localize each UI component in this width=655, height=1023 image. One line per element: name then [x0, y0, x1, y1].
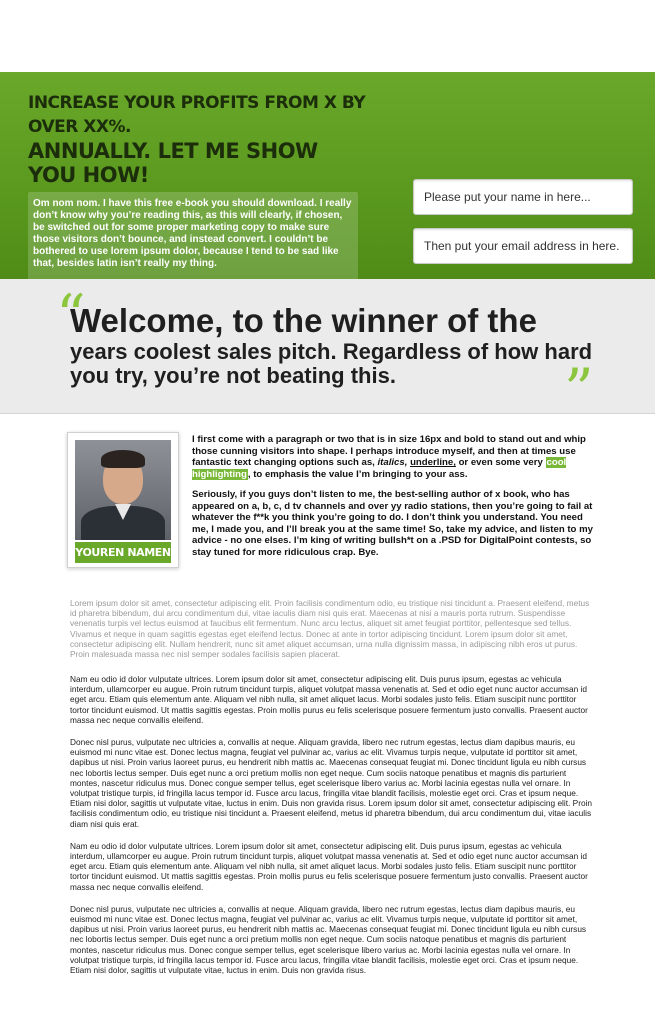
open-quote-icon: “	[56, 282, 86, 350]
name-input[interactable]	[413, 179, 633, 215]
welcome-banner	[0, 279, 655, 424]
underline-example: underline,	[410, 457, 456, 468]
welcome-headline-line-2: years coolest sales pitch. Regardless of how hard you try, you’re not beating this.	[70, 339, 593, 388]
author-name-tag: YOUREN NAMEN	[75, 542, 171, 563]
hero-section	[0, 72, 655, 279]
highlight-example: cool highlighting	[192, 457, 567, 480]
hero-left	[28, 91, 368, 300]
body-paragraph-3: Nam eu odio id dolor vulputate ultrices. Lorem ipsum dolor sit amet, consectetur adipiscing elit. Duis purus ipsum, egestas ac vehicula interdum, ullamcorper eu augue. Proin rutrum tincidunt turpis, aliquet volutpat massa venenatis at. Sed et odio eget nunc auctor accumsan id eget arcu. Etiam quis elementum ante. Aliquam vel nibh nulla, sit amet aliquet lacus. Morbi sodales justo felis. Etiam suscipit nunc porttitor tortor tincidunt euismod. Ut mattis sagittis egestas. Proin mollis purus eu felis scelerisque posuere fermentum justo convallis. Praesent auctor massa nec neque convallis eleifend.	[70, 840, 588, 892]
intro-paragraph-1: I first come with a paragraph or two that is in size 16px and bold to stand out and whip those cunning visitors into shape. I perhaps introduce myself, and then at times use fantastic text changing options such as, italics, underline, or even some very cool highlighting, to emphasis the value I’m bringing to your ass.	[192, 434, 586, 480]
body-paragraph-2: Donec nisl purus, vulputate nec ultricies a, convallis at neque. Aliquam gravida, libero nec rutrum egestas, lectus diam dapibus mauris, eu euismod mi nunc vitae est. Donec lectus magna, feugiat vel pulvinar ac, varius ac elit. Vivamus turpis neque, vulputate id porttitor sit amet, dapibus ut nisi. Proin varius laoreet purus, eu hendrerit nibh mattis ac. Maecenas consequat feugiat mi. Donec tincidunt ligula eu nibh cursus nec lobortis lectus semper. Duis eget nunc a orci pretium mollis non eget neque. Cum sociis natoque penatibus et magnis dis parturient montes, nascetur ridiculus mus. Donec congue semper tellus, eget scelerisque libero varius ac. Morbi lacinia egestas nulla vel ornare. In volutpat tristique turpis, id fringilla lacus tempor id. Fusce arcu lacus, fringilla vitae blandit facilisis, molestie eget orci. Cras et ipsum neque. Etiam nisi dolor, sagittis ut vulputate vitae, luctus in enim. Duis non gravida risus. Lorem ipsum dolor sit amet, consectetur adipiscing elit. Proin facilisis condimentum odio, eu tristique nisi tincidunt a. Praesent eleifend, metus id pharetra bibendum, dui arcu condimentum dui, vitae iaculis diam nisi quis erat.	[70, 737, 593, 829]
email-input[interactable]	[413, 228, 633, 264]
italics-example: italics,	[377, 457, 408, 468]
hero-title	[28, 91, 368, 187]
hero-title-line-1: INCREASE YOUR PROFITS FROM X BY OVER XX%.	[28, 93, 366, 137]
grey-lorem-paragraph: Lorem ipsum dolor sit amet, consectetur adipiscing elit. Proin facilisis condimentum odio, eu tristique nisi tincidunt a. Praesent eleifend, metus id pharetra bibendum, dui arcu condimentum dui, vitae iaculis diam nisi quis erat. Maecenas at nisi a mauris porta rutrum. Suspendisse venenatis turpis vel lectus euismod at faucibus elit fermentum. Nunc arcu lectus, aliquet sit amet feugiat porttitor, pellentesque sed tellus. Vivamus et neque in quam sagittis egestas eget eleifend lectus. Donec at ante in tortor adipiscing tincidunt. Lorem ipsum dolor sit amet, consectetur adipiscing elit. Nullam hendrerit, nunc sit amet aliquet accumsan, urna nulla dignissim massa, in adipiscing nibh eros ut purus. Proin malesuada massa nec nisl semper sodales facilisis sapien placerat.	[70, 598, 590, 660]
body-text	[70, 674, 595, 987]
close-quote-icon: ”	[564, 356, 594, 424]
author-card	[67, 432, 179, 568]
intro-paragraph-2: Seriously, if you guys don’t listen to me, the best-selling author of x book, who has appeared on a, b, c, d tv channels and over yy radio stations, then you’re going to fail at whatever the f**k you think you’re going to do. I don’t think you understand. You need me, I made you, and I’ll break you at the same time! So, take my advice, and listen to my advice - no one elses. I’m king of writing bullsh*t on a .PSD for DigitalPoint contests, so stay tuned for more ridiculous crap. Bye.	[192, 489, 593, 558]
hero-title-line-2: ANNUALLY. LET ME SHOW YOU HOW!	[28, 139, 318, 187]
hero-copy: Om nom nom. I have this free e-book you should download. I really don’t know why you’re reading this, as this will clearly, if chosen, be switched out for some proper marketing copy to make sure those visitors don’t bounce, and instead convert. I couldn’t be bothered to use lorem ipsum dolor, because I tend to be sad like that, besides latin isn’t really my thing.	[33, 198, 352, 269]
body-paragraph-4: Donec nisl purus, vulputate nec ultricies a, convallis at neque. Aliquam gravida, libero nec rutrum egestas, lectus diam dapibus mauris, eu euismod mi nunc vitae est. Donec lectus magna, feugiat vel pulvinar ac, varius ac elit. Vivamus turpis neque, vulputate id porttitor sit amet, dapibus ut nisi. Proin varius laoreet purus, eu hendrerit nibh mattis ac. Maecenas consequat feugiat mi. Donec tincidunt ligula eu nibh cursus nec lobortis lectus semper. Duis eget nunc a orci pretium mollis non eget neque. Cum sociis natoque penatibus et magnis dis parturient montes, nascetur ridiculus mus. Donec congue semper tellus, eget scelerisque libero varius ac. Morbi lacinia egestas nulla vel ornare. In volutpat tristique turpis, id fringilla lacus tempor id. Fusce arcu lacus, fringilla vitae blandit facilisis, molestie eget orci. Cras et ipsum neque. Etiam nisi dolor, sagittis ut vulputate vitae, luctus in enim. Duis non gravida risus.	[70, 903, 587, 976]
intro-text	[192, 434, 597, 567]
welcome-headline	[70, 304, 610, 388]
welcome-headline-line-1: Welcome, to the winner of the	[70, 302, 537, 339]
body-paragraph-1: Nam eu odio id dolor vulputate ultrices. Lorem ipsum dolor sit amet, consectetur adipiscing elit. Duis purus ipsum, egestas ac vehicula interdum, ullamcorper eu augue. Proin rutrum tincidunt turpis, aliquet volutpat massa venenatis at. Sed et odio eget nunc auctor accumsan id eget arcu. Etiam quis elementum ante. Aliquam vel nibh nulla, sit amet aliquet lacus. Morbi sodales justo felis. Etiam suscipit nunc porttitor tortor tincidunt euismod. Ut mattis sagittis egestas. Proin mollis purus eu felis scelerisque posuere fermentum justo convallis. Praesent auctor massa nec neque convallis eleifend.	[70, 674, 588, 725]
author-avatar	[75, 440, 171, 540]
